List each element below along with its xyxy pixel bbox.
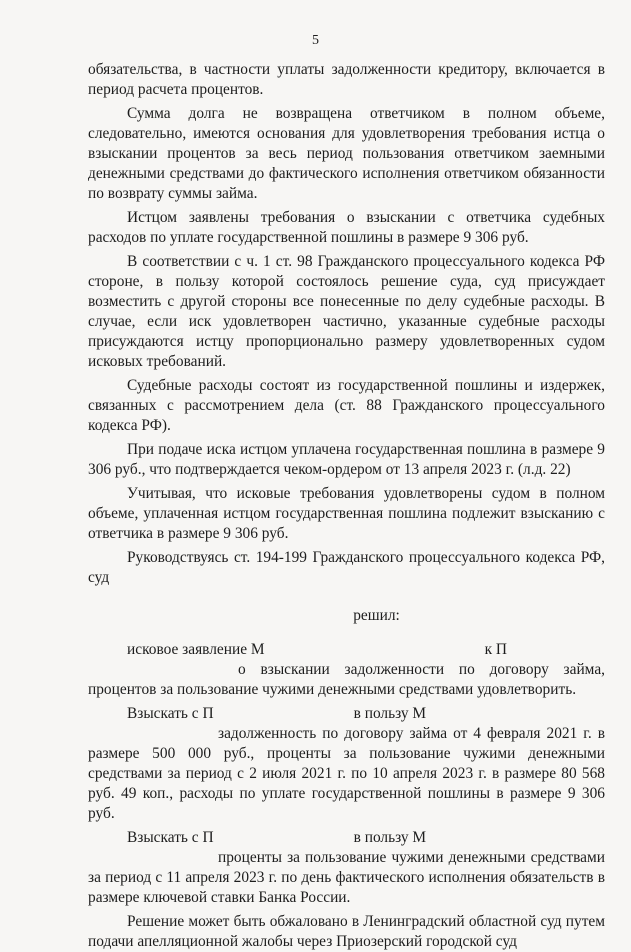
paragraph: При подаче иска истцом уплачена государственная пошлина в размере 9 306 руб., что подтверждается чеком-ордером от 13 апреля 2023 г. (л.д. 22) (88, 441, 605, 478)
paragraph: Сумма долга не возвращена ответчиком в полном объеме, следовательно, имеются основания для удовлетворения требования истца о взыскании процентов за весь период пользования ответчиком заемными денежными средствами до фактического исполнения ответчиком обязанности по возврату суммы займа. (88, 105, 605, 202)
paragraph: Судебные расходы состоят из государственной пошлины и издержек, связанных с рассмотрением дела (ст. 88 Гражданского процессуального кодекса РФ). (88, 377, 605, 434)
claim-intro: исковое заявление М (127, 641, 265, 658)
paragraph: обязательства, в частности уплаты задолженности кредитору, включается в период расчета процентов. (88, 61, 605, 98)
order-1-beneficiary: в пользу М (353, 705, 427, 722)
paragraph-claim (88, 640, 605, 700)
decision-heading: решил: (353, 607, 400, 624)
order-2-intro: Взыскать с П (127, 829, 214, 846)
paragraph-order-2 (88, 828, 605, 908)
order-2-beneficiary: в пользу М (353, 829, 427, 846)
paragraph: Учитывая, что исковые требования удовлетворены судом в полном объеме, уплаченная истцом государственная пошлина подлежит взысканию с ответчика в размере 9 306 руб. (88, 485, 605, 542)
document-body (88, 60, 605, 952)
paragraph: Истцом заявлены требования о взыскании с ответчика судебных расходов по уплате государственной пошлины в размере 9 306 руб. (88, 209, 605, 246)
paragraph-order-1 (88, 704, 605, 824)
claim-respondent: к П (484, 641, 508, 658)
paragraph: Руководствуясь ст. 194-199 Гражданского процессуального кодекса РФ, суд (88, 549, 605, 586)
order-1-details: задолженность по договору займа от 4 февраля 2021 г. в размере 500 000 руб., проценты за пользование чужими денежными средствами за период с 2 июля 2021 г. по 10 апреля 2023 г. в размере 80 568 руб. 49 коп., расходы по уплате государственной пошлины в размере 9 306 руб. (88, 725, 605, 822)
paragraph: Решение может быть обжаловано в Ленинградский областной суд путем подачи апелляционной жалобы через Приозерский городской суд (88, 913, 605, 950)
claim-subject: о взыскании задолженности по договору займа, процентов за пользование чужими денежными средствами удовлетворить. (88, 661, 605, 698)
order-2-details: проценты за пользование чужими денежными средствами за период с 11 апреля 2023 г. по день фактического исполнения обязательств в размере ключевой ставки Банка России. (88, 849, 605, 906)
page-number: 5 (312, 33, 319, 48)
paragraph: В соответствии с ч. 1 ст. 98 Гражданского процессуального кодекса РФ стороне, в пользу которой состоялось решение суда, суд присуждает возместить с другой стороны все понесенные по делу судебные расходы. В случае, если иск удовлетворен частично, указанные судебные расходы присуждаются истцу пропорционально размеру удовлетворенных судом исковых требований. (88, 253, 605, 370)
order-1-intro: Взыскать с П (127, 705, 214, 722)
